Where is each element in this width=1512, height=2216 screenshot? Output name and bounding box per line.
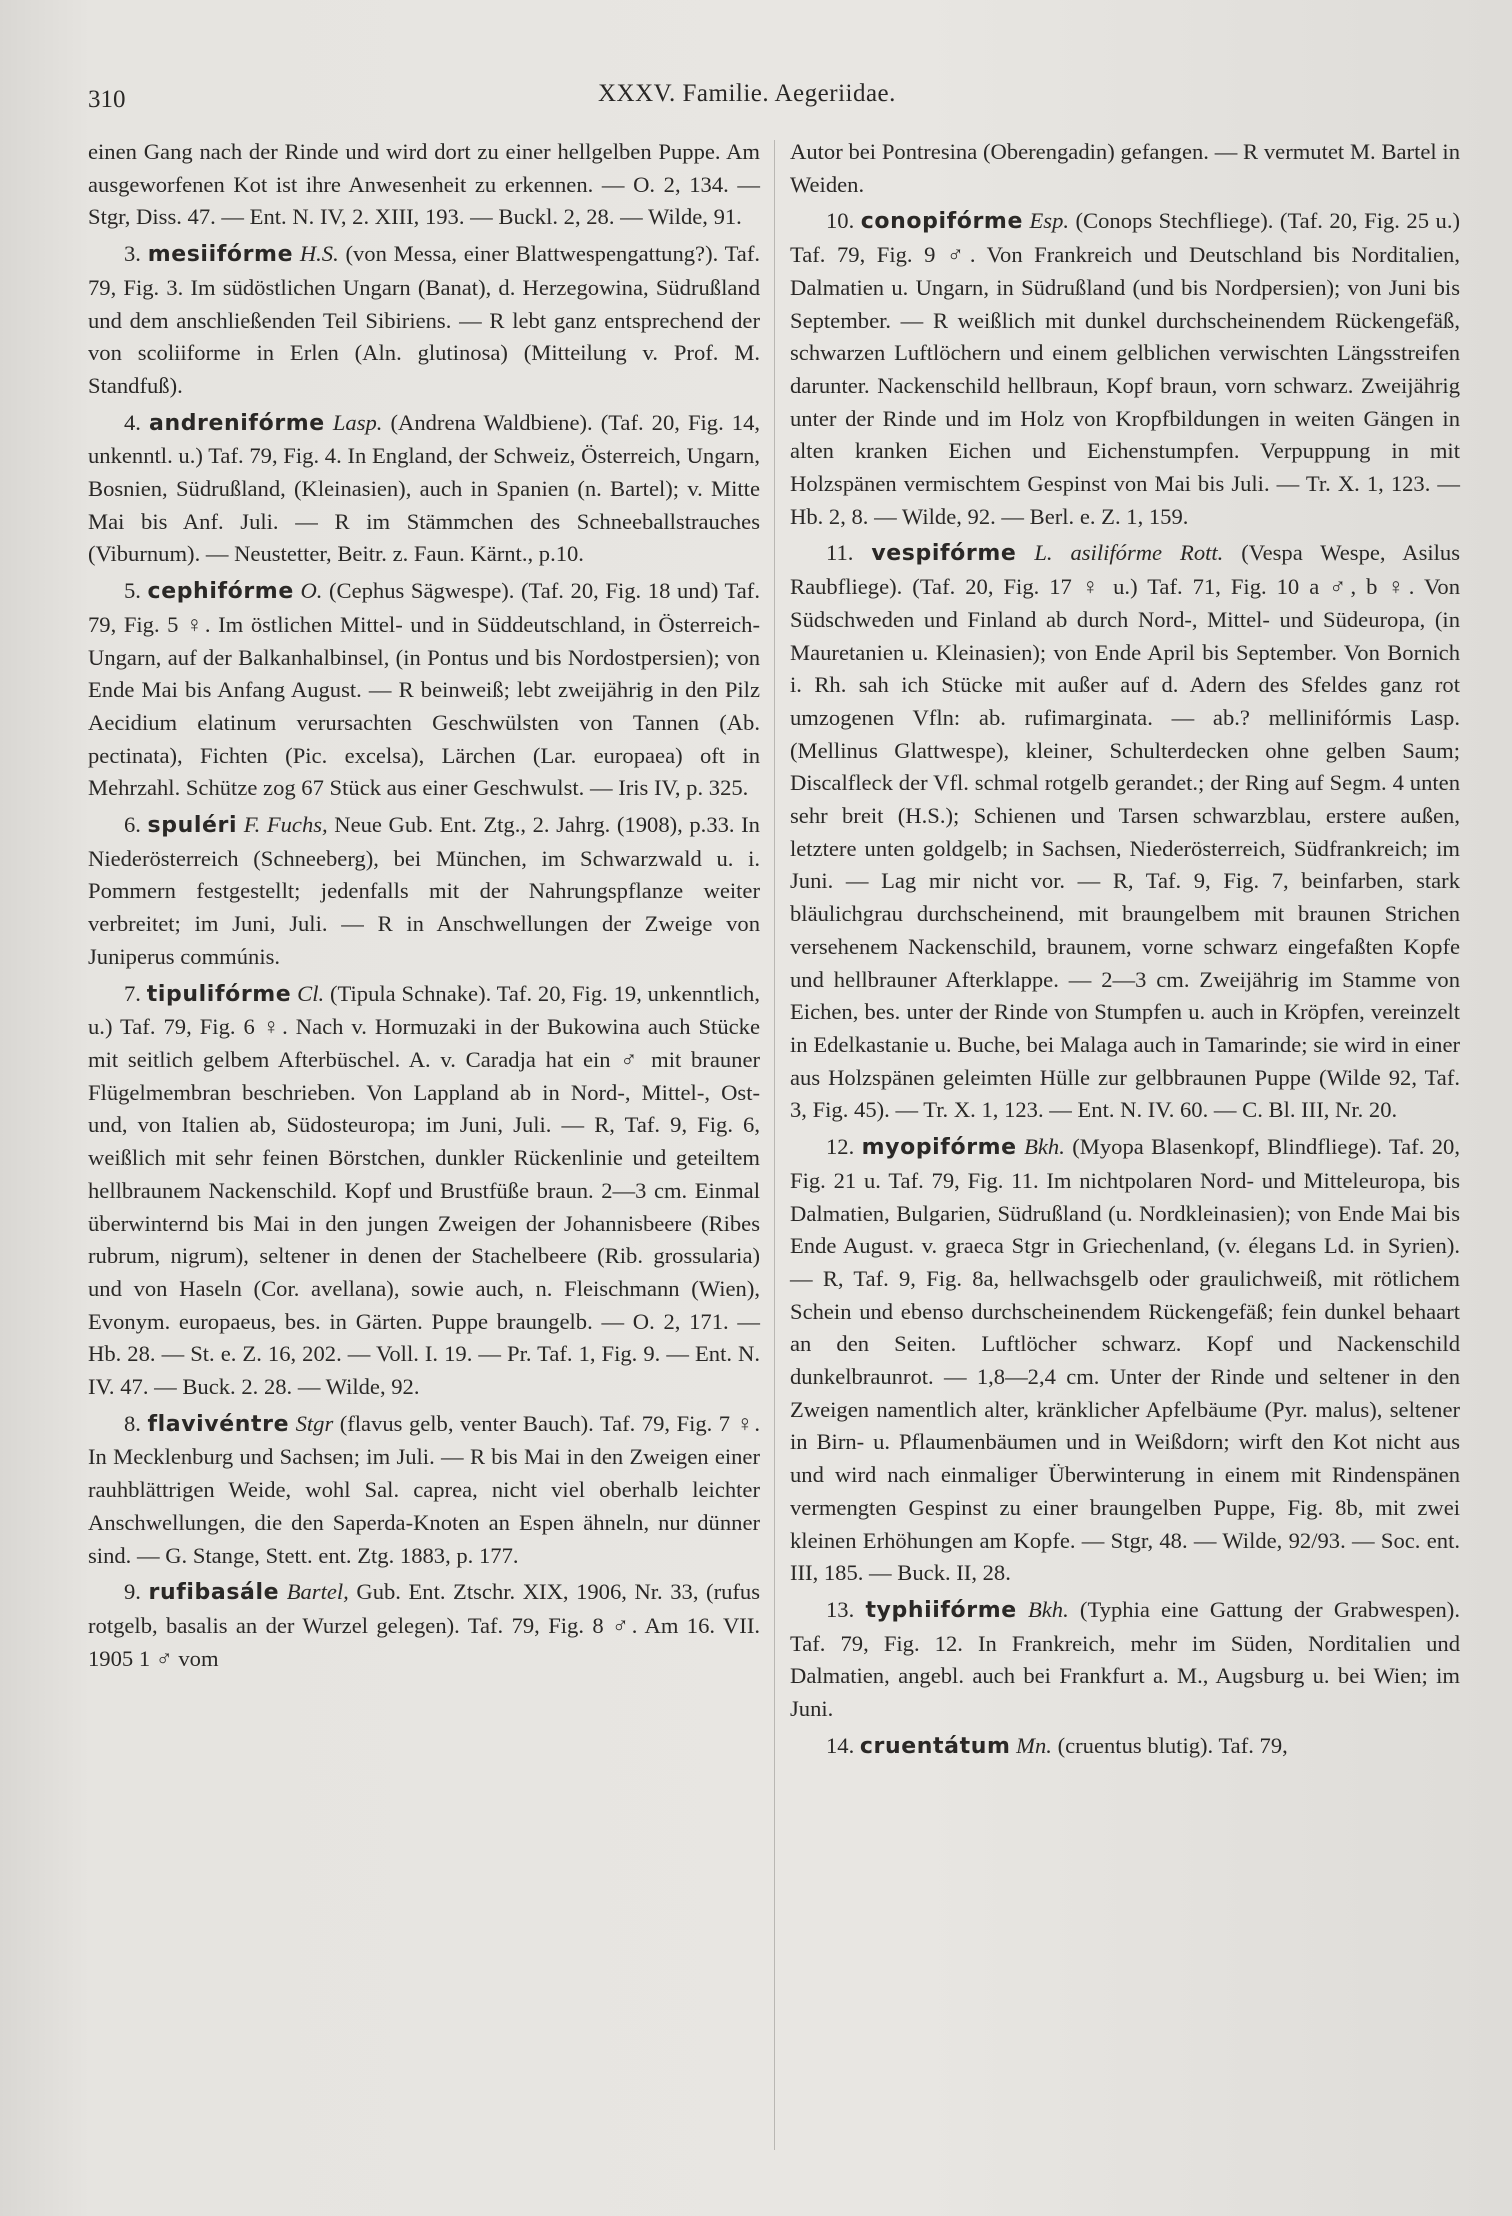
continuation-paragraph: Autor bei Pontresina (Oberengadin) gefangen. — R vermutet M. Bartel in Weiden. <box>790 139 1460 197</box>
entry-number: 8. <box>124 1410 141 1436</box>
entry-number: 9. <box>124 1579 141 1605</box>
entry-number: 13. <box>826 1596 855 1622</box>
species-entry-13 <box>790 1594 1460 1726</box>
species-name: spuléri <box>147 813 238 839</box>
species-name: myopifórme <box>861 1135 1017 1161</box>
entry-text: (Cephus Sägwespe). (Taf. 20, Fig. 18 und) Taf. 79, Fig. 5 ♀. Im östlichen Mittel- und in Süddeutschland, in Österreich-Ungarn, auf der Balkanhalbinsel, (in Pontus und bis Nordostpersien); von Ende Mai bis Anfang August. — R beinweiß; lebt zweijährig in den Pilz Aecidium elatinum verursachten Geschwülsten von Tannen (Ab. pectinata), Fichten (Pic. excelsa), Lärchen (Lar. europaea) oft in Mehrzahl. Schütze zog 67 Stück aus einer Geschwulst. — Iris IV, p. 325. <box>88 578 760 801</box>
entry-number: 4. <box>124 409 141 435</box>
species-author: Esp. <box>1029 208 1070 234</box>
species-entry-10 <box>790 205 1460 533</box>
species-entry-3 <box>88 238 760 403</box>
species-name: rufibasále <box>148 1580 280 1606</box>
right-column <box>790 136 1460 1767</box>
species-entry-11 <box>790 537 1460 1127</box>
entry-text: (flavus gelb, venter Bauch). Taf. 79, Fig. 7 ♀. In Mecklenburg und Sachsen; im Juli. — R bis Mai in den Zweigen einer rauhblättrigen Weide, wohl Sal. caprea, nicht viel oberhalb leichter Anschwellungen, die den Saperda-Knoten an Espen ähneln, nur dünner sind. — G. Stange, Stett. ent. Ztg. 1883, p. 177. <box>88 1410 760 1568</box>
entry-text: (Conops Stechfliege). (Taf. 20, Fig. 25 u.) Taf. 79, Fig. 9 ♂. Von Frankreich und Deutschland bis Norditalien, Dalmatien u. Ungarn, in Südrußland (und bis Nordpersien); von Juni bis September. — R weißlich mit dunkel durchscheinendem Rückengefäß, schwarzen Luftlöchern und einem gelblichen verwischten Längsstreifen darunter. Nackenschild hellbraun, Kopf braun, vorn schwarz. Zweijährig unter der Rinde und im Holz von Kropfbildungen in weiten Gängen in alten kranken Eichen und Eichenstumpfen. Verpuppung in mit Holzspänen vermischtem Gespinst von Mai bis Juli. — Tr. X. 1, 123. — Hb. 2, 8. — Wilde, 92. — Berl. e. Z. 1, 159. <box>790 208 1460 529</box>
entry-number: 3. <box>124 241 141 267</box>
species-name: vespifórme <box>871 541 1017 567</box>
species-author: Mn. <box>1016 1732 1052 1758</box>
species-entry-6 <box>88 809 760 974</box>
entry-number: 5. <box>124 578 141 604</box>
species-author: Stgr <box>295 1410 334 1436</box>
species-author: F. Fuchs, <box>243 812 328 838</box>
species-name: tipulifórme <box>146 981 292 1007</box>
species-entry-14 <box>790 1730 1460 1764</box>
species-entry-5 <box>88 575 760 805</box>
entry-number: 11. <box>826 540 854 566</box>
continuation-paragraph: einen Gang nach der Rinde und wird dort zu einer hellgelben Puppe. Am ausgeworfenen Kot ist ihre Anwesenheit zu erkennen. — O. 2, 134. — Stgr, Diss. 47. — Ent. N. IV, 2. XIII, 193. — Buckl. 2, 28. — Wilde, 91. <box>88 139 760 230</box>
species-name: conopifórme <box>860 209 1023 235</box>
entry-text: (cruentus blutig). Taf. 79, <box>1051 1732 1288 1758</box>
species-author: Cl. <box>297 980 325 1006</box>
entry-number: 7. <box>124 980 141 1006</box>
species-author: L. asilifórme Rott. <box>1034 540 1224 566</box>
running-title: XXXV. Familie. Aegeriidae. <box>598 80 896 107</box>
species-name: mesiifórme <box>147 242 294 268</box>
entry-text: (Andrena Waldbiene). (Taf. 20, Fig. 14, unkenntl. u.) Taf. 79, Fig. 4. In England, der Schweiz, Österreich, Ungarn, Bosnien, Südrußland, (Kleinasien), auch in Spanien (n. Bartel); v. Mitte Mai bis Anf. Juli. — R im Stämmchen des Schneeballstrauches (Viburnum). — Neustetter, Beitr. z. Faun. Kärnt., p.10. <box>88 409 761 567</box>
entry-text: Gub. Ent. Ztschr. XIX, 1906, Nr. 33, (rufus rotgelb, basalis an der Wurzel gelegen). Taf. 79, Fig. 8 ♂. Am 16. VII. 1905 1 ♂ vom <box>88 1579 761 1671</box>
entry-text: (Typhia eine Gattung der Grabwespen). Taf. 79, Fig. 12. In Frankreich, mehr im Süden, Norditalien und Dalmatien, angebl. auch bei Frankfurt a. M., Augsburg u. bei Wien; im Juni. <box>790 1596 1460 1722</box>
species-name: andrenifórme <box>149 410 325 436</box>
column-divider <box>774 140 775 2150</box>
species-entry-4 <box>88 407 760 572</box>
page-header <box>88 78 1438 118</box>
left-column <box>88 136 760 1679</box>
entry-text: (Vespa Wespe, Asilus Raubfliege). (Taf. 20, Fig. 17 ♀ u.) Taf. 71, Fig. 10 a ♂, b ♀. Von Südschweden und Finland ab durch Nord-, Mittel- und Südeuropa, (in Mauretanien u. Kleinasien); von Ende April bis September. Von Bornich i. Rh. sah ich Stücke mit außer auf d. Adern des Sfeldes ganz rot umzogenen Vfln: ab. rufimarginata. — ab.? mellinifórmis Lasp. (Mellinus Glattwespe), kleiner, Schulterdecken ohne gelben Saum; Discalfleck der Vfl. schmal rotgelb gerandet.; der Ring auf Segm. 4 unten sehr breit (H.S.); Schienen und Tarsen schwarzblau, erstere außen, letztere unten goldgelb; in Sachsen, Niederösterreich, Südfrankreich; im Juni. — Lag mir nicht vor. — R, Taf. 9, Fig. 7, beinfarben, stark bläulichgrau durchscheinend, mit braungelbem mit braunen Strichen versehenem Nackenschild, braunem, vorne schwarz eingefaßten Kopfe und hellbrauner Afterklappe. — 2—3 cm. Zweijährig im Stamme von Eichen, bes. unter der Rinde von Stumpfen u. auch in Kröpfen, vereinzelt in Edelkastanie u. Buche, bei Malaga auch in Tamarinde; sie wird in einer aus Holzspänen geleimten Hülle zur gelbbraunen Puppe (Wilde 92, Taf. 3, Fig. 45). — Tr. X. 1, 123. — Ent. N. IV. 60. — C. Bl. III, Nr. 20. <box>790 540 1460 1123</box>
species-name: cephifórme <box>147 579 294 605</box>
entry-number: 6. <box>124 812 141 838</box>
page-number: 310 <box>88 86 126 113</box>
species-author: O. <box>300 578 323 604</box>
species-entry-8 <box>88 1408 760 1573</box>
species-entry-12 <box>790 1131 1460 1590</box>
species-name: typhiifórme <box>865 1597 1017 1623</box>
entry-number: 10. <box>826 208 855 234</box>
species-author: Bartel, <box>286 1579 349 1605</box>
entry-text: (Tipula Schnake). Taf. 20, Fig. 19, unkenntlich, u.) Taf. 79, Fig. 6 ♀. Nach v. Hormuzaki in der Bukowina auch Stücke mit seitlich gelbem Afterbüschel. A. v. Caradja hat ein ♂ mit brauner Flügelmembran beschrieben. Von Lappland ab in Nord-, Mittel-, Ost- und, von Italien ab, Südosteuropa; im Juni, Juli. — R, Taf. 9, Fig. 6, weißlich mit sehr feinen Börstchen, dunkler Rückenlinie und geteiltem hellbraunem Nackenschild. Kopf und Brustfüße braun. 2—3 cm. Einmal überwinternd bis Mai in den jungen Zweigen der Johannisbeere (Ribes rubrum, nigrum), seltener in denen der Stachelbeere (Rib. grossularia) und von Haseln (Cor. avellana), sowie auch, n. Fleischmann (Wien), Evonym. europaeus, bes. in Gärten. Puppe braungelb. — O. 2, 171. — Hb. 28. — St. e. Z. 16, 202. — Voll. I. 19. — Pr. Taf. 1, Fig. 9. — Ent. N. IV. 47. — Buck. 2. 28. — Wilde, 92. <box>88 980 761 1400</box>
species-name: cruentátum <box>859 1733 1011 1759</box>
species-entry-7 <box>88 978 760 1404</box>
entry-text: (Myopa Blasenkopf, Blindfliege). Taf. 20, Fig. 21 u. Taf. 79, Fig. 11. Im nichtpolaren Nord- und Mitteleuropa, bis Dalmatien, Bulgarien, Südrußland (u. Nordkleinasien); von Ende Mai bis Ende August. v. graeca Stgr in Griechenland, (v. élegans Ld. in Syrien). — R, Taf. 9, Fig. 8a, hellwachsgelb oder graulichweiß, mit rötlichem Schein und ebenso durchscheinendem Rückengefäß; fein dunkel behaart an den Seiten. Luftlöcher schwarz. Kopf und Nackenschild dunkelbraunrot. — 1,8—2,4 cm. Unter der Rinde und seltener in den Zweigen namentlich alter, kränklicher Apfelbäume (Pyr. malus), seltener in Birn- u. Pflaumenbäumen und in Weißdorn; wirft den Kot nicht aus und wird nach einmaliger Überwinterung in einem mit Rindenspänen vermengten Gespinst zu einer braungelben Puppe, Fig. 8b, mit zwei kleinen Erhöhungen am Kopfe. — Stgr, 48. — Wilde, 92/93. — Soc. ent. III, 185. — Buck. II, 28. <box>790 1134 1460 1586</box>
entry-text: Neue Gub. Ent. Ztg., 2. Jahrg. (1908), p.33. In Niederösterreich (Schneeberg), bei München, im Schwarzwald u. i. Pommern festgestellt; jedenfalls mit der Nahrungspflanze weiter verbreitet; im Juni, Juli. — R in Anschwellungen der Zweige von Juniperus commúnis. <box>88 812 760 969</box>
entry-text: (von Messa, einer Blattwespengattung?). Taf. 79, Fig. 3. Im südöstlichen Ungarn (Banat), d. Herzegowina, Südrußland und dem anschließenden Teil Sibiriens. — R lebt ganz entsprechend der von scoliiforme in Erlen (Aln. glutinosa) (Mitteilung v. Prof. M. Standfuß). <box>88 241 760 398</box>
species-author: H.S. <box>299 241 339 267</box>
entry-number: 12. <box>826 1134 855 1160</box>
species-entry-9 <box>88 1576 760 1675</box>
species-name: flavivéntre <box>147 1411 290 1437</box>
species-author: Bkh. <box>1027 1596 1069 1622</box>
species-author: Lasp. <box>332 409 383 435</box>
entry-number: 14. <box>826 1732 855 1758</box>
species-author: Bkh. <box>1024 1134 1065 1160</box>
